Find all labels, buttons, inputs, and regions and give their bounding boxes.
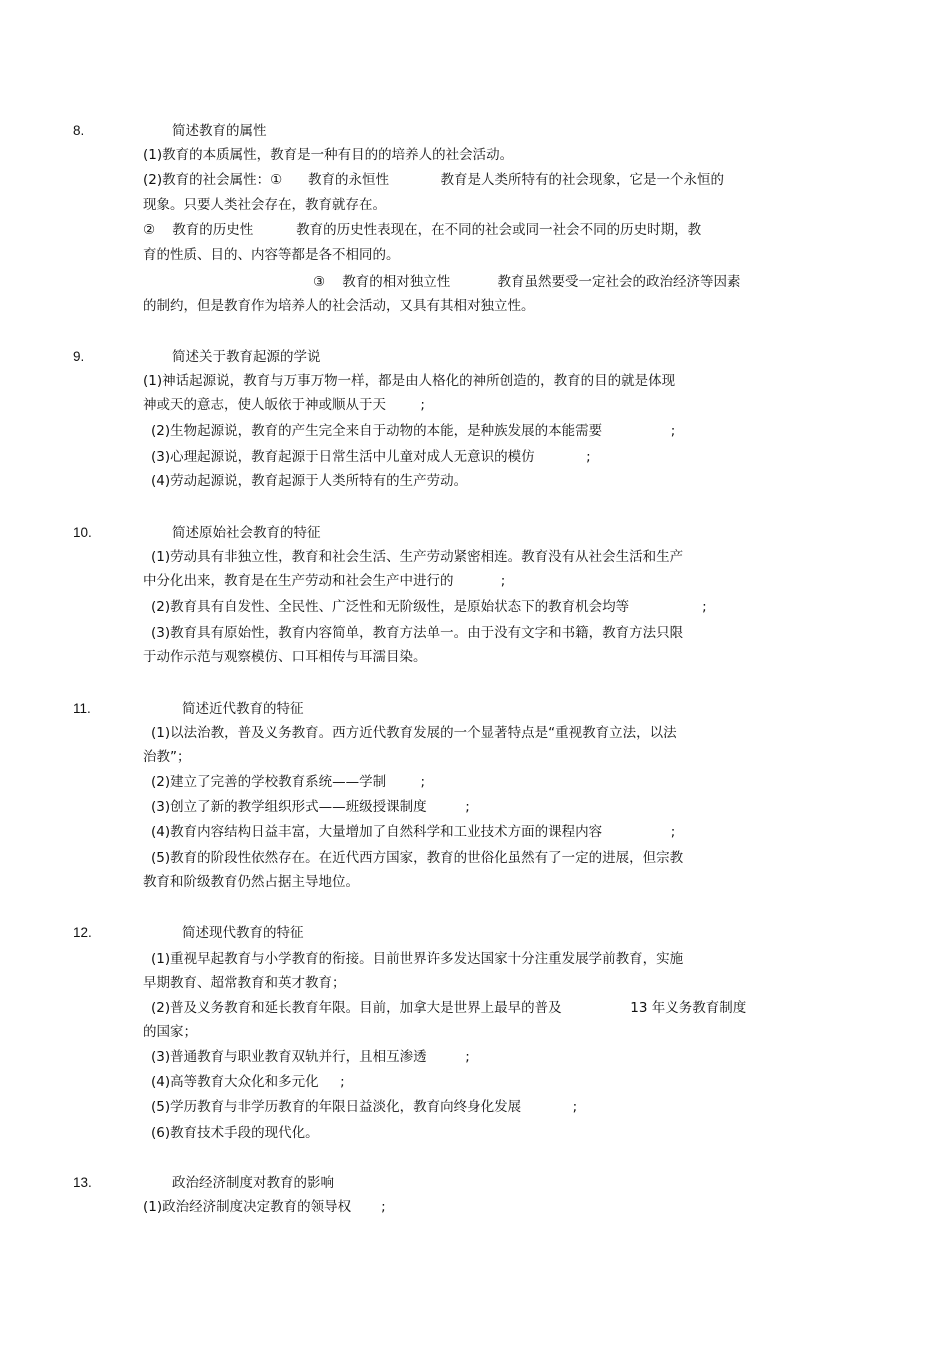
text-line: 的制约，但是教育作为培养人的社会活动，又具有其相对独立性。 — [143, 298, 535, 314]
text-line: 育的性质、目的、内容等都是各不相同的。 — [143, 247, 400, 263]
text-line: (3)创立了新的教学组织形式——班级授课制度 ; — [151, 799, 470, 815]
section-heading: 简述现代教育的特征 — [182, 925, 304, 941]
text-line: 于动作示范与观察模仿、口耳相传与耳濡目染。 — [143, 649, 427, 665]
section-heading: 简述近代教育的特征 — [182, 701, 304, 717]
section-heading: 简述教育的属性 — [172, 123, 267, 139]
text-line: (2)教育的社会属性：① 教育的永恒性 教育是人类所特有的社会现象，它是一个永恒的 — [143, 172, 724, 188]
text-line: 现象。只要人类社会存在，教育就存在。 — [143, 197, 386, 213]
text-line: (6)教育技术手段的现代化。 — [151, 1125, 319, 1141]
section-number: 13. — [73, 1175, 92, 1190]
text-line: 的国家； — [143, 1024, 197, 1040]
section-number: 8. — [73, 123, 85, 138]
section-heading: 政治经济制度对教育的影响 — [172, 1175, 334, 1191]
text-line: (2)生物起源说，教育的产生完全来自于动物的本能，是种族发展的本能需要 ; — [151, 423, 676, 439]
section-number: 12. — [73, 925, 92, 940]
text-line: (1)重视早起教育与小学教育的衔接。目前世界许多发达国家十分注重发展学前教育，实施 — [151, 951, 684, 967]
section-number: 11. — [73, 701, 91, 716]
text-line: (3)心理起源说，教育起源于日常生活中儿童对成人无意识的模仿 ; — [151, 449, 591, 465]
text-line: (3)教育具有原始性，教育内容简单，教育方法单一。由于没有文字和书籍，教育方法只限 — [151, 625, 684, 641]
text-line: (1)神话起源说，教育与万事万物一样，都是由人格化的神所创造的，教育的目的就是体现 — [143, 373, 676, 389]
text-line: 神或天的意志，使人皈依于神或顺从于天 ; — [143, 397, 425, 413]
text-line: (2)建立了完善的学校教育系统——学制 ; — [151, 774, 426, 790]
text-line: (3)普通教育与职业教育双轨并行，且相互渗透 ; — [151, 1049, 470, 1065]
text-line: 中分化出来，教育是在生产劳动和社会生产中进行的 ; — [143, 573, 506, 589]
text-line: (5)教育的阶段性依然存在。在近代西方国家，教育的世俗化虽然有了一定的进展，但宗教 — [151, 850, 684, 866]
text-line: (1)教育的本质属性，教育是一种有目的的培养人的社会活动。 — [143, 147, 514, 163]
text-line: (2)普及义务教育和延长教育年限。目前，加拿大是世界上最早的普及 13 年义务教育制度 — [151, 1000, 747, 1016]
text-line: (1)政治经济制度决定教育的领导权 ; — [143, 1199, 386, 1215]
text-line: (5)学历教育与非学历教育的年限日益淡化，教育向终身化发展 ; — [151, 1099, 578, 1115]
text-line: (4)高等教育大众化和多元化 ; — [151, 1074, 345, 1090]
section-heading: 简述原始社会教育的特征 — [172, 525, 321, 541]
text-line: (2)教育具有自发性、全民性、广泛性和无阶级性，是原始状态下的教育机会均等 ; — [151, 599, 707, 615]
text-line: (4)教育内容结构日益丰富，大量增加了自然科学和工业技术方面的课程内容 ; — [151, 824, 676, 840]
text-line: (4)劳动起源说，教育起源于人类所特有的生产劳动。 — [151, 473, 468, 489]
text-line: 教育和阶级教育仍然占据主导地位。 — [143, 874, 359, 890]
text-line: (1)以法治教，普及义务教育。西方近代教育发展的一个显著特点是“重视教育立法，以法 — [151, 725, 677, 741]
text-line: 早期教育、超常教育和英才教育； — [143, 975, 346, 991]
text-line: (1)劳动具有非独立性，教育和社会生活、生产劳动紧密相连。教育没有从社会生活和生产 — [151, 549, 684, 565]
section-heading: 简述关于教育起源的学说 — [172, 349, 321, 365]
text-line: 治教”； — [143, 749, 191, 765]
text-line: ③ 教育的相对独立性 教育虽然要受一定社会的政治经济等因素 — [313, 274, 741, 290]
section-number: 10. — [73, 525, 92, 540]
text-line: ② 教育的历史性 教育的历史性表现在，在不同的社会或同一社会不同的历史时期，教 — [143, 222, 702, 238]
section-number: 9. — [73, 349, 85, 364]
